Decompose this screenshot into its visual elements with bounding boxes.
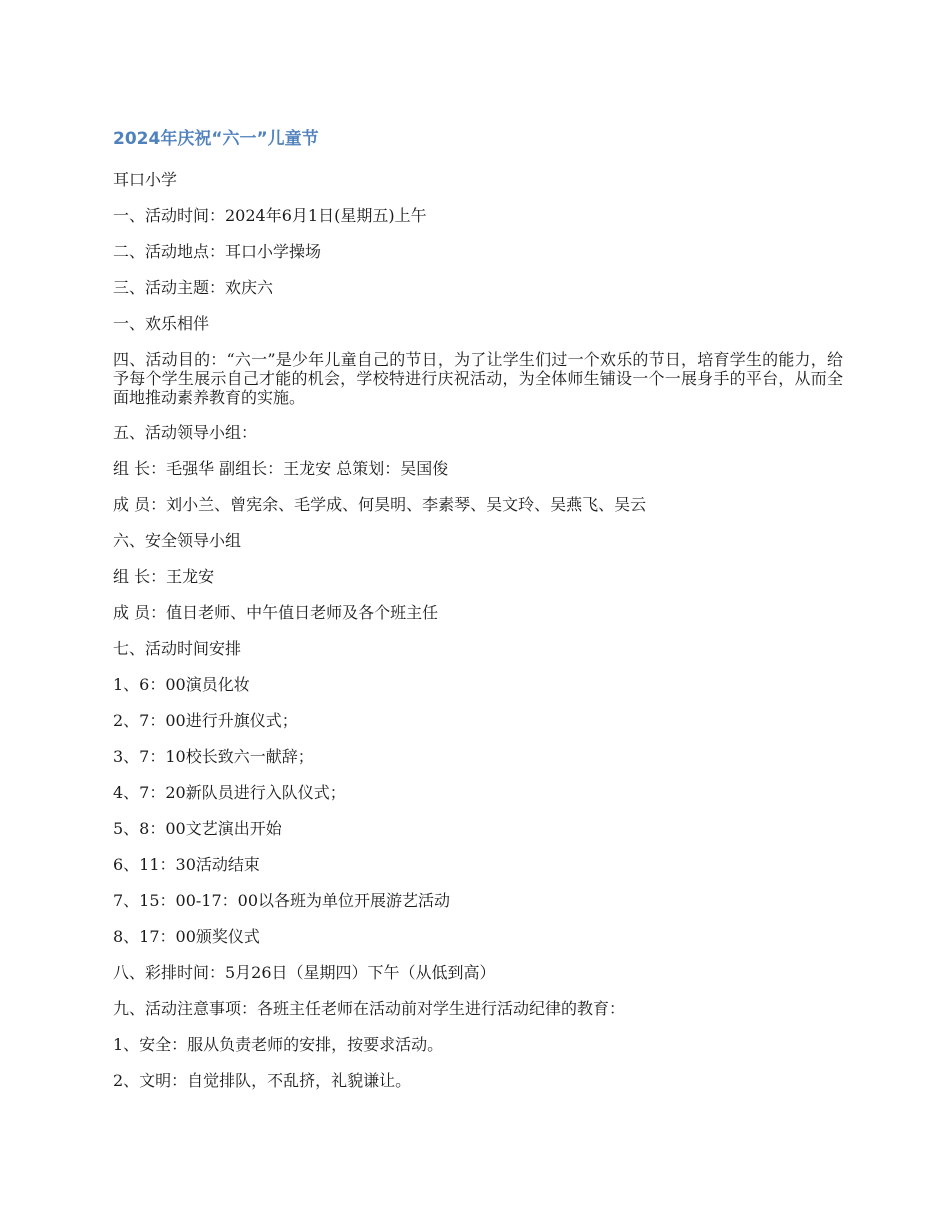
leadership-members: 成 员：刘小兰、曾宪余、毛学成、何昊明、李素琴、吴文玲、吴燕飞、吴云	[113, 495, 647, 514]
schedule-item: 5、8：00文艺演出开始	[113, 819, 282, 838]
safety-members: 成 员：值日老师、中午值日老师及各个班主任	[113, 603, 439, 622]
precautions-heading: 九、活动注意事项：各班主任老师在活动前对学生进行活动纪律的教育：	[113, 999, 626, 1018]
leadership-group-heading: 五、活动领导小组：	[113, 423, 258, 442]
precaution-item: 2、文明：自觉排队，不乱挤，礼貌谦让。	[113, 1071, 412, 1090]
leadership-leaders: 组 长：毛强华 副组长：王龙安 总策划：吴国俊	[113, 459, 449, 478]
activity-theme: 三、活动主题：欢庆六	[113, 278, 274, 297]
schedule-item: 3、7：10校长致六一献辞；	[113, 747, 314, 766]
school-name: 耳口小学	[113, 170, 178, 189]
rehearsal-time: 八、彩排时间：5月26日（星期四）下午（从低到高）	[113, 963, 496, 982]
schedule-item: 4、7：20新队员进行入队仪式；	[113, 783, 346, 802]
schedule-item: 7、15：00-17：00以各班为单位开展游艺活动	[113, 891, 451, 910]
document-title: 2024年庆祝“六一”儿童节	[113, 129, 319, 149]
schedule-heading: 七、活动时间安排	[113, 639, 242, 658]
activity-purpose-paragraph: 四、活动目的：“六一”是少年儿童自己的节日，为了让学生们过一个欢乐的节日，培育学生的能力，给予每个学生展示自己才能的机会，学校特进行庆祝活动，为全体师生铺设一个一展身手的平台，从而全面地推动素养教育的实施。	[113, 350, 843, 407]
activity-time: 一、活动时间：2024年6月1日(星期五)上午	[113, 206, 427, 225]
schedule-item: 2、7：00进行升旗仪式；	[113, 711, 298, 730]
precaution-item: 1、安全：服从负责老师的安排，按要求活动。	[113, 1035, 444, 1054]
safety-leader: 组 长：王龙安	[113, 567, 215, 586]
safety-group-heading: 六、安全领导小组	[113, 531, 242, 550]
activity-location: 二、活动地点：耳口小学操场	[113, 242, 322, 261]
schedule-item: 1、6：00演员化妆	[113, 675, 250, 694]
schedule-item: 6、11：30活动结束	[113, 855, 260, 874]
schedule-item: 8、17：00颁奖仪式	[113, 927, 260, 946]
activity-theme-continued: 一、欢乐相伴	[113, 314, 210, 333]
document-body	[113, 126, 843, 1099]
